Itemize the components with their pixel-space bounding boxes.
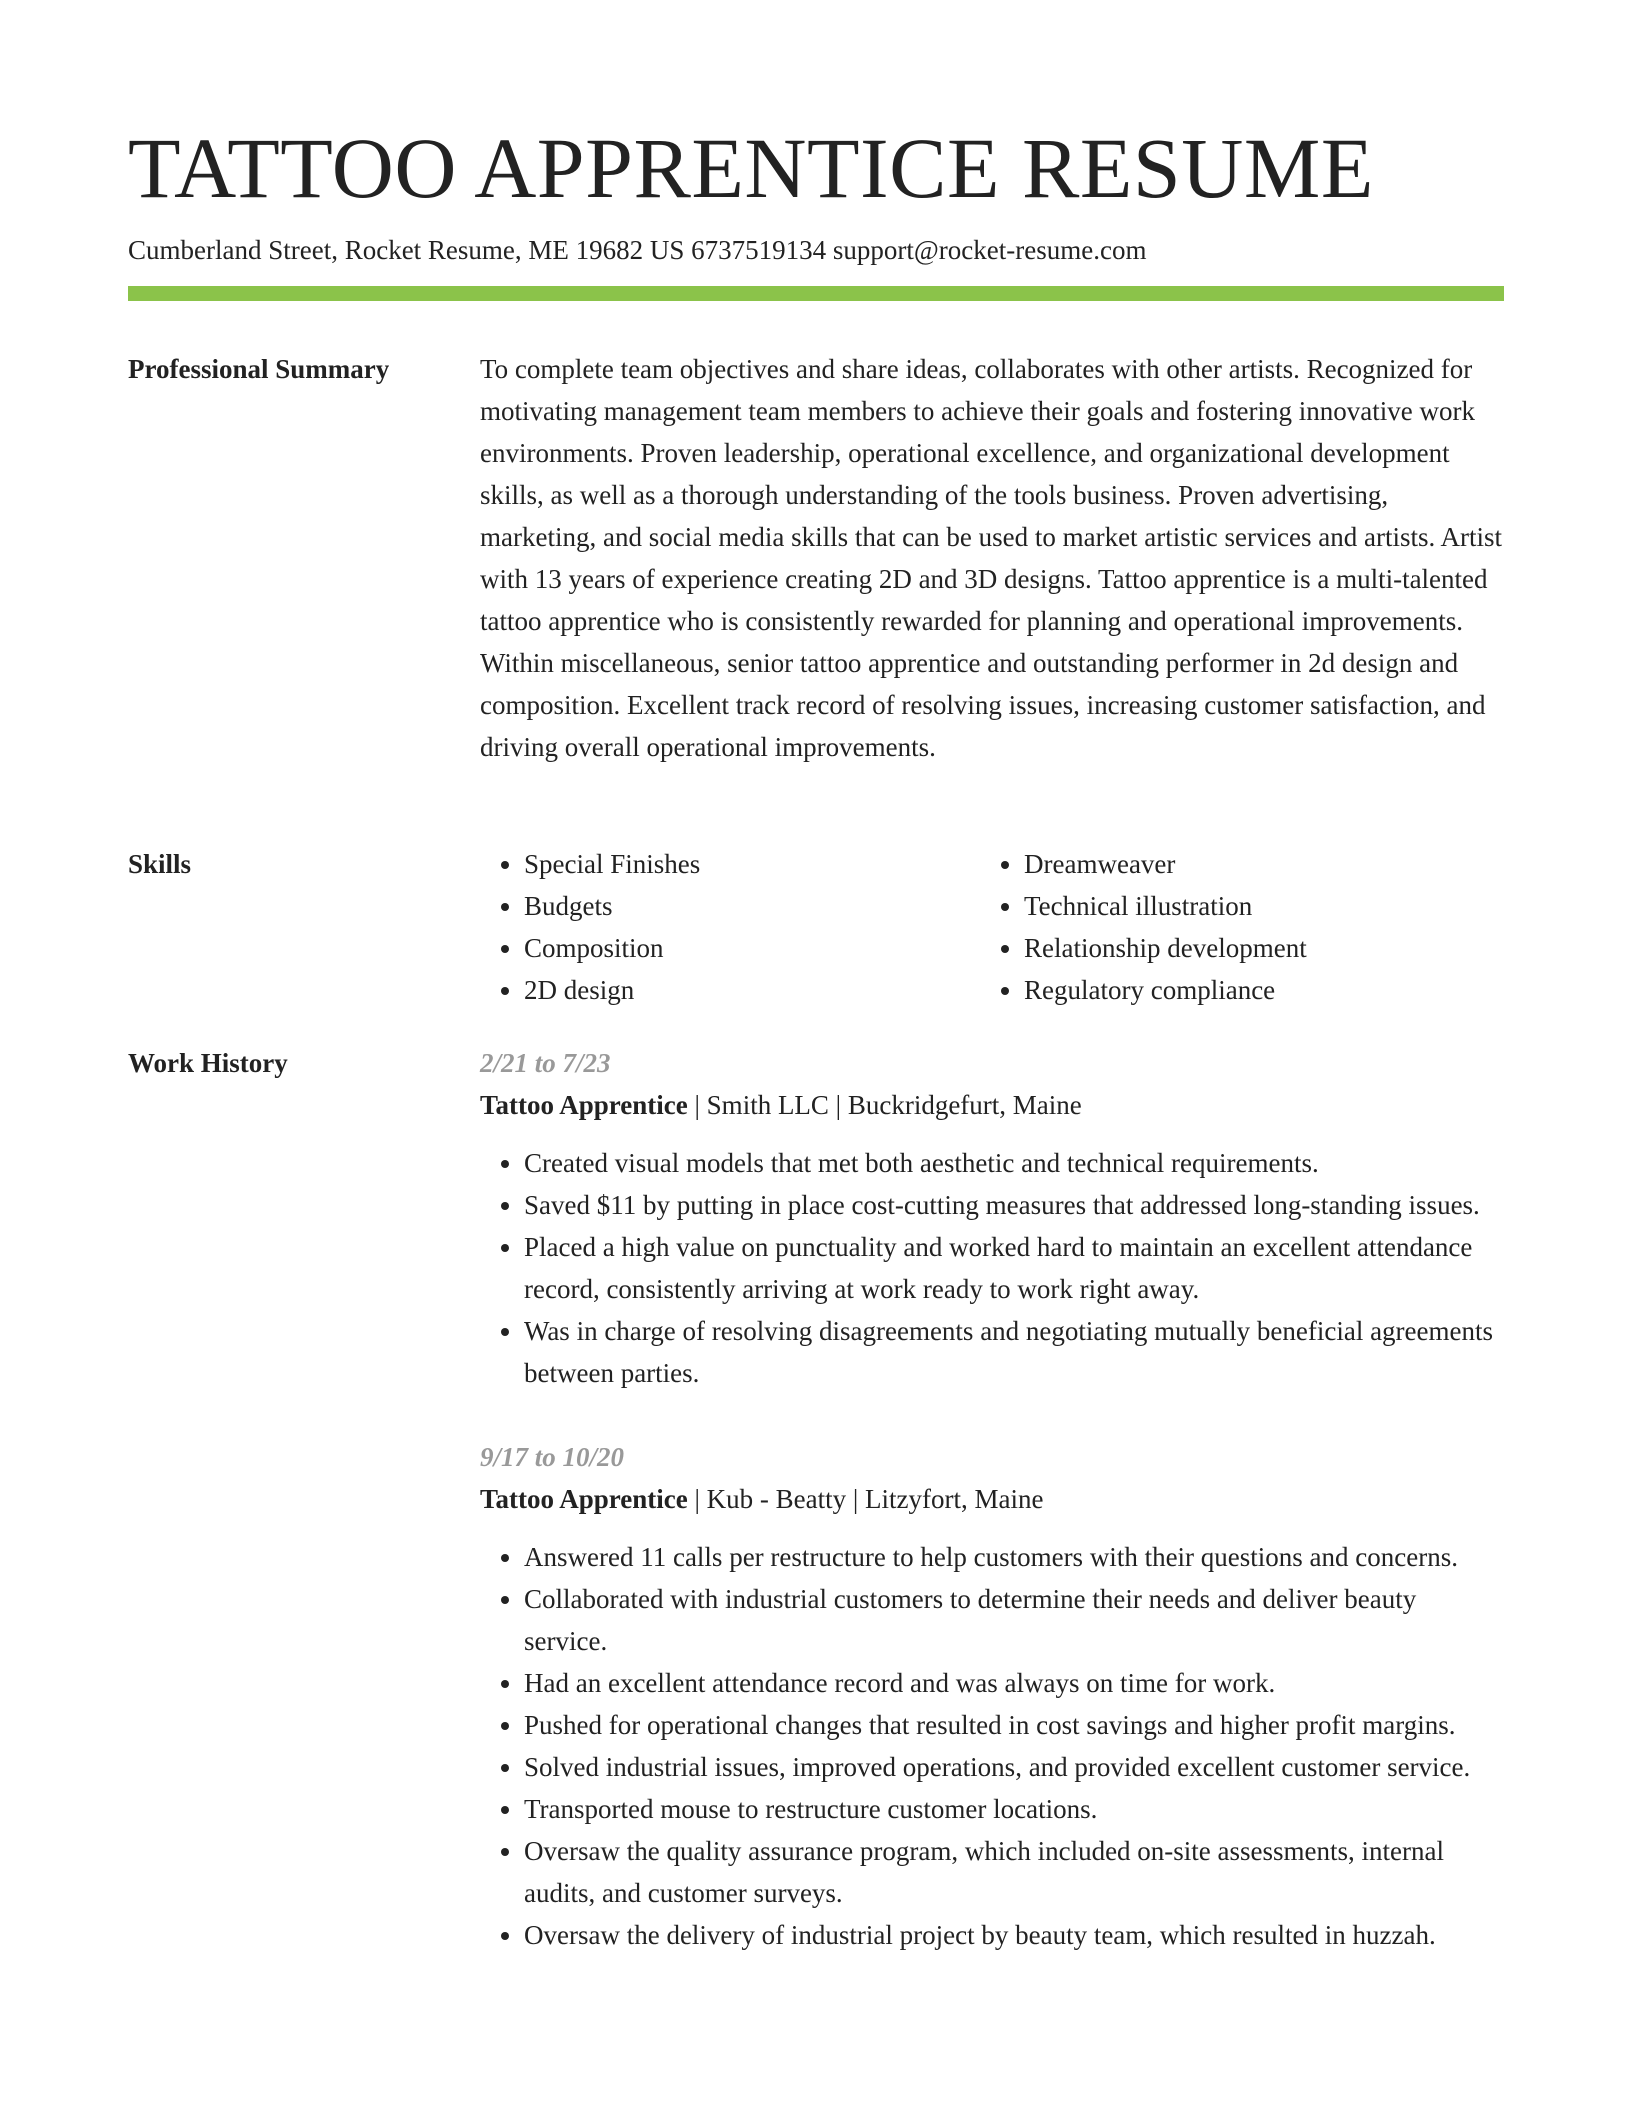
skill-item: • Regulatory compliance [1024, 969, 1484, 1011]
job-company: | Kub - Beatty | Litzyfort, Maine [687, 1484, 1044, 1514]
job-entry [480, 1042, 1504, 1394]
skills-heading: Skills [128, 849, 192, 879]
list-item: • Solved industrial issues, improved operations, and provided excellent customer service. [524, 1746, 1504, 1788]
job-dates: 2/21 to 7/23 [480, 1048, 611, 1078]
accent-divider [128, 286, 1504, 301]
list-item: • Had an excellent attendance record and was always on time for work. [524, 1662, 1504, 1704]
skills-list-left [480, 843, 984, 1011]
job-heading [480, 1084, 1504, 1126]
skill-item: • Composition [524, 927, 984, 969]
list-item: • Transported mouse to restructure customer locations. [524, 1788, 1504, 1830]
list-item: • Collaborated with industrial customers to determine their needs and deliver beauty service. [524, 1578, 1504, 1662]
list-item: • Created visual models that met both aesthetic and technical requirements. [524, 1142, 1504, 1184]
job-bullets [480, 1142, 1504, 1394]
job-title: Tattoo Apprentice [480, 1484, 688, 1514]
skill-item: • Dreamweaver [1024, 843, 1484, 885]
job-entry [480, 1436, 1504, 1956]
skill-item: • Technical illustration [1024, 885, 1484, 927]
skills-list-right [980, 843, 1484, 1011]
list-item: • Was in charge of resolving disagreements and negotiating mutually beneficial agreements between parties. [524, 1310, 1504, 1394]
list-item: • Pushed for operational changes that resulted in cost savings and higher profit margins. [524, 1704, 1504, 1746]
work-history-heading: Work History [128, 1048, 288, 1078]
list-item: • Placed a high value on punctuality and worked hard to maintain an excellent attendance record, consistently arriving at work ready to work right away. [524, 1226, 1504, 1310]
job-heading [480, 1478, 1504, 1520]
list-item: • Oversaw the delivery of industrial project by beauty team, which resulted in huzzah. [524, 1914, 1504, 1956]
list-item: • Answered 11 calls per restructure to help customers with their questions and concerns. [524, 1536, 1504, 1578]
skill-item: • Special Finishes [524, 843, 984, 885]
skill-item: • 2D design [524, 969, 984, 1011]
contact-line: Cumberland Street, Rocket Resume, ME 19682 US 6737519134 support@rocket-resume.com [128, 235, 1147, 265]
skill-item: • Relationship development [1024, 927, 1484, 969]
list-item: • Saved $11 by putting in place cost-cutting measures that addressed long-standing issues. [524, 1184, 1504, 1226]
resume-title: TATTOO APPRENTICE RESUME [128, 120, 1374, 216]
job-title: Tattoo Apprentice [480, 1090, 688, 1120]
job-dates: 9/17 to 10/20 [480, 1442, 625, 1472]
job-company: | Smith LLC | Buckridgefurt, Maine [687, 1090, 1082, 1120]
summary-text: To complete team objectives and share ideas, collaborates with other artists. Recognized for motivating management team members to achieve their goals and fostering innovative work environments. Proven leadership, operational excellence, and organizational development skills, as well as a thorough understanding of the tools business. Proven advertising, marketing, and social media skills that can be used to market artistic services and artists. Artist with 13 years of experience creating 2D and 3D designs. Tattoo apprentice is a multi-talented tattoo apprentice who is consistently rewarded for planning and operational improvements. Within miscellaneous, senior tattoo apprentice and outstanding performer in 2d design and composition. Excellent track record of resolving issues, increasing customer satisfaction, and driving overall operational improvements. [480, 354, 1502, 762]
skill-item: • Budgets [524, 885, 984, 927]
summary-heading: Professional Summary [128, 354, 390, 384]
list-item: • Oversaw the quality assurance program, which included on-site assessments, internal audits, and customer surveys. [524, 1830, 1504, 1914]
job-bullets [480, 1536, 1504, 1956]
